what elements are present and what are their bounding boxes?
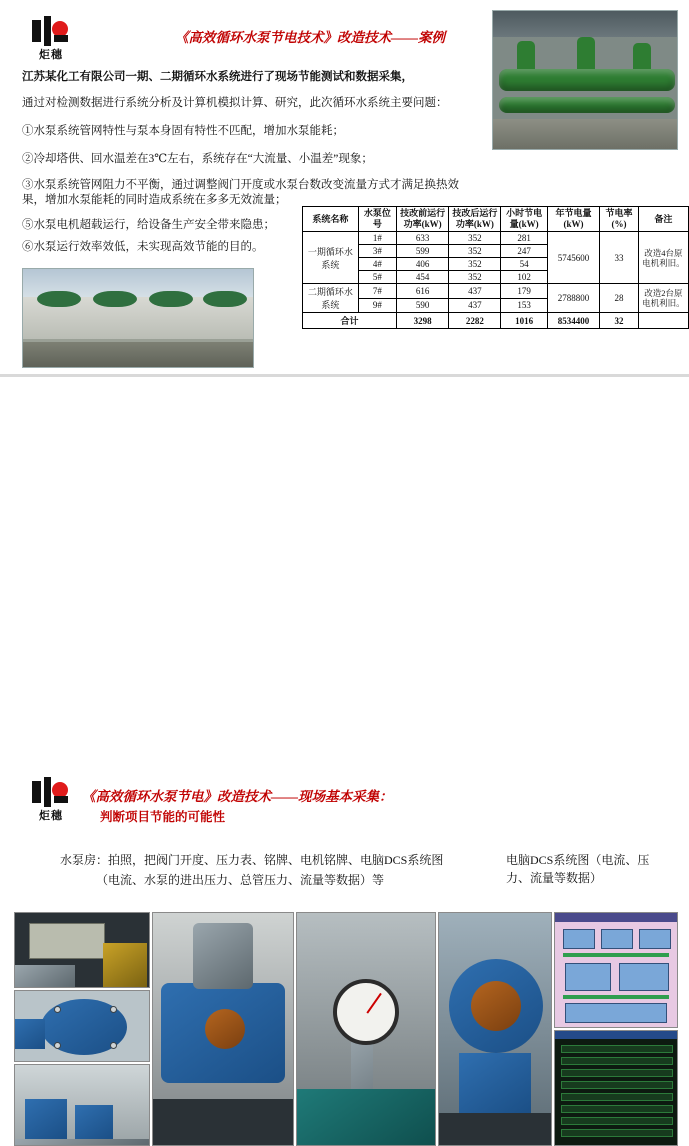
cell-group-name: 一期循环水系统 [303,232,359,284]
th-after: 技改后运行功率(kW) [449,207,501,232]
cell-total-label: 合计 [303,313,397,329]
cell-before: 454 [397,271,449,284]
cell-total-before: 3298 [397,313,449,329]
table-total-row [303,313,689,329]
pump-room-interior-photo [14,1064,150,1146]
th-before: 技改前运行功率(kW) [397,207,449,232]
cell-hourly: 102 [501,271,547,284]
company-logo [24,14,78,68]
cell-total-note [638,313,688,329]
th-system: 系统名称 [303,207,359,232]
cell-note: 改造2台原电机利旧。 [638,284,688,313]
pressure-gauge-photo [296,912,436,1146]
photo-gallery [14,912,676,1144]
slide1-paragraph-4: ②冷却塔供、回水温差在3℃左右，系统存在“大流量、小温差”现象； [22,153,373,165]
slide1-paragraph-5: ③水泵系统管网阻力不平衡，通过调整阀门开度或水泵台数改变流量方式才满足换热效果，增加水泵能耗的同时造成系统在多多无效流量； [22,179,459,206]
cell-pump: 9# [358,298,396,313]
pump-valve-closeup-photo [152,912,294,1146]
cell-before: 406 [397,258,449,271]
cell-before: 590 [397,298,449,313]
cell-rate: 33 [600,232,638,284]
cell-after: 352 [449,258,501,271]
cell-before: 633 [397,232,449,245]
cell-hourly: 54 [501,258,547,271]
cell-pump: 7# [358,284,396,299]
cell-total-after: 2282 [449,313,501,329]
slide-case-study [0,0,689,377]
slide2-line-2: （电流、水泵的进出压力、总管压力、流量等数据）等 [96,873,385,887]
slide2-side-note: 电脑DCS系统图（电流、压力、流量等数据） [506,853,650,885]
cell-hourly: 247 [501,245,547,258]
cell-pump: 5# [358,271,396,284]
slide1-paragraph-1: 江苏某化工有限公司一期、二期循环水系统进行了现场节能测试和数据采集， [22,71,413,83]
slide2-line-1: 水泵房：拍照，把阀门开度、压力表、铭牌、电机铭牌、电脑DCS系统图 [60,853,444,867]
th-note: 备注 [638,207,688,232]
dcs-data-screen [555,1031,677,1145]
motor-nameplate-photo [14,912,150,988]
cell-total-annual: 8534400 [547,313,600,329]
th-rate: 节电率(%) [600,207,638,232]
cell-hourly: 179 [501,284,547,299]
blue-butterfly-valve-photo [438,912,552,1146]
cell-rate: 28 [600,284,638,313]
cell-annual: 2788800 [547,284,600,313]
energy-saving-table [302,206,689,329]
energy-saving-table-wrap [302,206,689,329]
cell-after: 437 [449,284,501,299]
green-pipes-photo [492,10,678,150]
th-annual: 年节电量(kW) [547,207,600,232]
cell-after: 437 [449,298,501,313]
company-logo-2 [24,775,78,829]
cell-annual: 5745600 [547,232,600,284]
logo-mark [32,777,70,807]
slide2-title: 《高效循环水泵节电》改造技术——现场基本采集： [82,789,393,804]
table-row [303,232,689,245]
pressure-gauge-dial [333,979,399,1045]
table-header-row [303,207,689,232]
slide1-paragraph-2: 通过对检测数据进行系统分析及计算机模拟计算、研究，此次循环水系统主要问题： [22,97,448,109]
dcs-diagram-screen [555,913,677,1027]
dcs-data-list-screen-photo [554,1030,678,1146]
cell-hourly: 281 [501,232,547,245]
slide1-paragraph-7: ⑥水泵运行效率效低，未实现高效节能的目的。 [22,241,264,253]
cell-before: 599 [397,245,449,258]
slide-field-collection [0,377,689,887]
slide1-paragraph-6: ⑤水泵电机超载运行，给设备生产安全带来隐患； [22,219,275,231]
logo-mark [32,16,70,46]
cell-after: 352 [449,232,501,245]
cell-pump: 1# [358,232,396,245]
th-hourly: 小时节电量(kW) [501,207,547,232]
blue-pump-flange-photo [14,990,150,1062]
cell-pump: 3# [358,245,396,258]
cell-hourly: 153 [501,298,547,313]
cell-note: 改造4台原电机利旧。 [638,232,688,284]
cell-before: 616 [397,284,449,299]
cell-total-hourly: 1016 [501,313,547,329]
slide1-paragraph-3: ①水泵系统管网特性与泵本身固有特性不匹配，增加水泵能耗； [22,125,344,137]
slide2-subtitle: 判断项目节能的可能性 [100,810,226,824]
slide1-title: 《高效循环水泵节电技术》改造技术——案例 [175,30,445,45]
cell-total-rate: 32 [600,313,638,329]
logo-text: 炬穗 [39,810,63,822]
cell-after: 352 [449,245,501,258]
cell-pump: 4# [358,258,396,271]
dcs-system-diagram-screen-photo [554,912,678,1028]
cell-after: 352 [449,271,501,284]
cooling-tower-photo [22,268,254,368]
logo-text: 炬穗 [39,49,63,61]
th-pump: 水泵位号 [358,207,396,232]
cell-group-name: 二期循环水系统 [303,284,359,313]
table-row [303,284,689,299]
